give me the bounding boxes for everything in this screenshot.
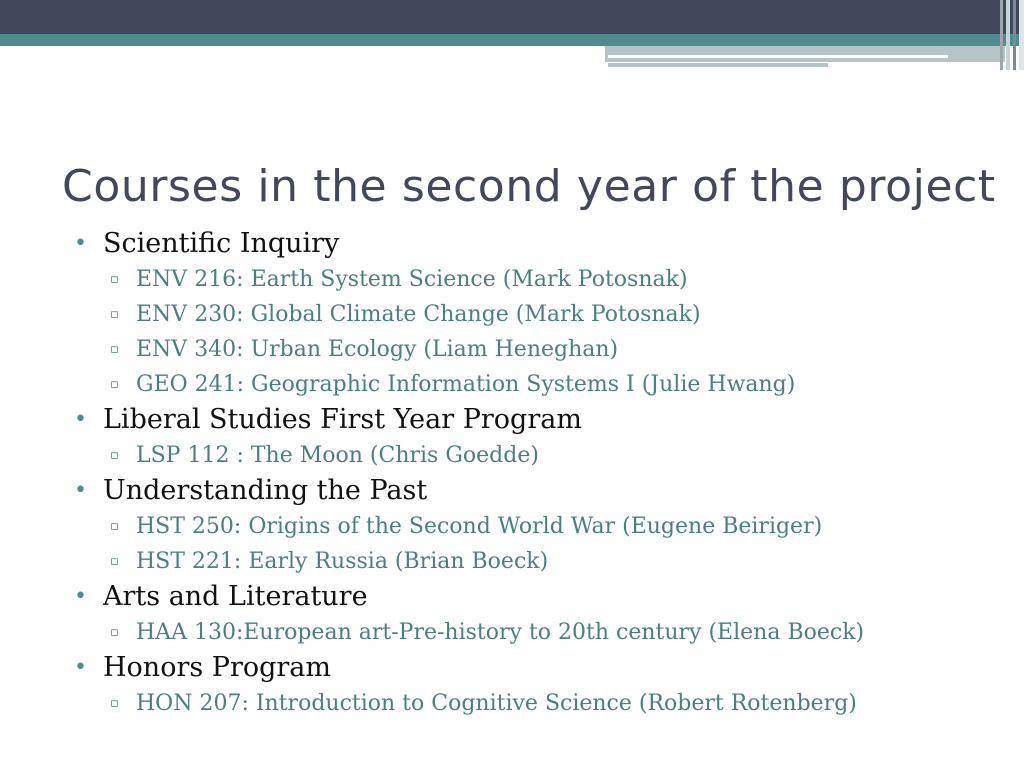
square-bullet-icon: ▫ xyxy=(110,696,119,711)
course-item xyxy=(0,367,1024,402)
section-heading xyxy=(0,473,1024,509)
course-text: HST 221: Early Russia (Brian Boeck) xyxy=(136,549,549,574)
section xyxy=(0,650,1024,721)
course-item xyxy=(0,544,1024,579)
course-item xyxy=(0,438,1024,473)
square-bullet-icon: ▫ xyxy=(110,554,119,569)
section-heading-text: Understanding the Past xyxy=(103,475,428,506)
course-text: GEO 241: Geographic Information Systems I (Julie Hwang) xyxy=(136,372,796,397)
square-bullet-icon: ▫ xyxy=(110,272,119,287)
square-bullet-icon: ▫ xyxy=(110,342,119,357)
section-heading xyxy=(0,650,1024,686)
course-text: HAA 130:European art-Pre-history to 20th century (Elena Boeck) xyxy=(136,620,865,645)
section-heading-text: Scientific Inquiry xyxy=(103,228,340,259)
square-bullet-icon: ▫ xyxy=(110,625,119,640)
section-heading-text: Arts and Literature xyxy=(103,581,368,612)
header-band-gray xyxy=(605,46,1005,62)
section-heading xyxy=(0,579,1024,615)
section-heading xyxy=(0,226,1024,262)
course-item xyxy=(0,332,1024,367)
header-stripes xyxy=(994,0,1024,70)
course-text: ENV 230: Global Climate Change (Mark Potosnak) xyxy=(136,302,701,327)
section xyxy=(0,473,1024,579)
course-item xyxy=(0,509,1024,544)
course-list xyxy=(0,226,1024,721)
course-item xyxy=(0,615,1024,650)
square-bullet-icon: ▫ xyxy=(110,377,119,392)
bullet-icon: • xyxy=(74,231,87,256)
section-heading-text: Liberal Studies First Year Program xyxy=(103,404,582,435)
header-band-teal xyxy=(0,34,1024,46)
course-text: ENV 340: Urban Ecology (Liam Heneghan) xyxy=(136,337,619,362)
square-bullet-icon: ▫ xyxy=(110,519,119,534)
bullet-icon: • xyxy=(74,407,87,432)
course-text: HST 250: Origins of the Second World War (Eugene Beiriger) xyxy=(136,514,823,539)
square-bullet-icon: ▫ xyxy=(110,307,119,322)
section-heading xyxy=(0,402,1024,438)
section-heading-text: Honors Program xyxy=(103,652,332,683)
section xyxy=(0,226,1024,402)
header-band-dark xyxy=(0,0,1024,34)
bullet-icon: • xyxy=(74,584,87,609)
course-text: HON 207: Introduction to Cognitive Science (Robert Rotenberg) xyxy=(136,691,857,716)
header-line xyxy=(608,63,828,67)
course-text: LSP 112 : The Moon (Chris Goedde) xyxy=(136,443,539,468)
header-line xyxy=(608,55,948,58)
course-item xyxy=(0,262,1024,297)
course-item xyxy=(0,297,1024,332)
section xyxy=(0,402,1024,473)
bullet-icon: • xyxy=(74,478,87,503)
course-item xyxy=(0,686,1024,721)
course-text: ENV 216: Earth System Science (Mark Potosnak) xyxy=(136,267,688,292)
square-bullet-icon: ▫ xyxy=(110,448,119,463)
bullet-icon: • xyxy=(74,655,87,680)
section xyxy=(0,579,1024,650)
slide-title: Courses in the second year of the project xyxy=(62,161,996,212)
